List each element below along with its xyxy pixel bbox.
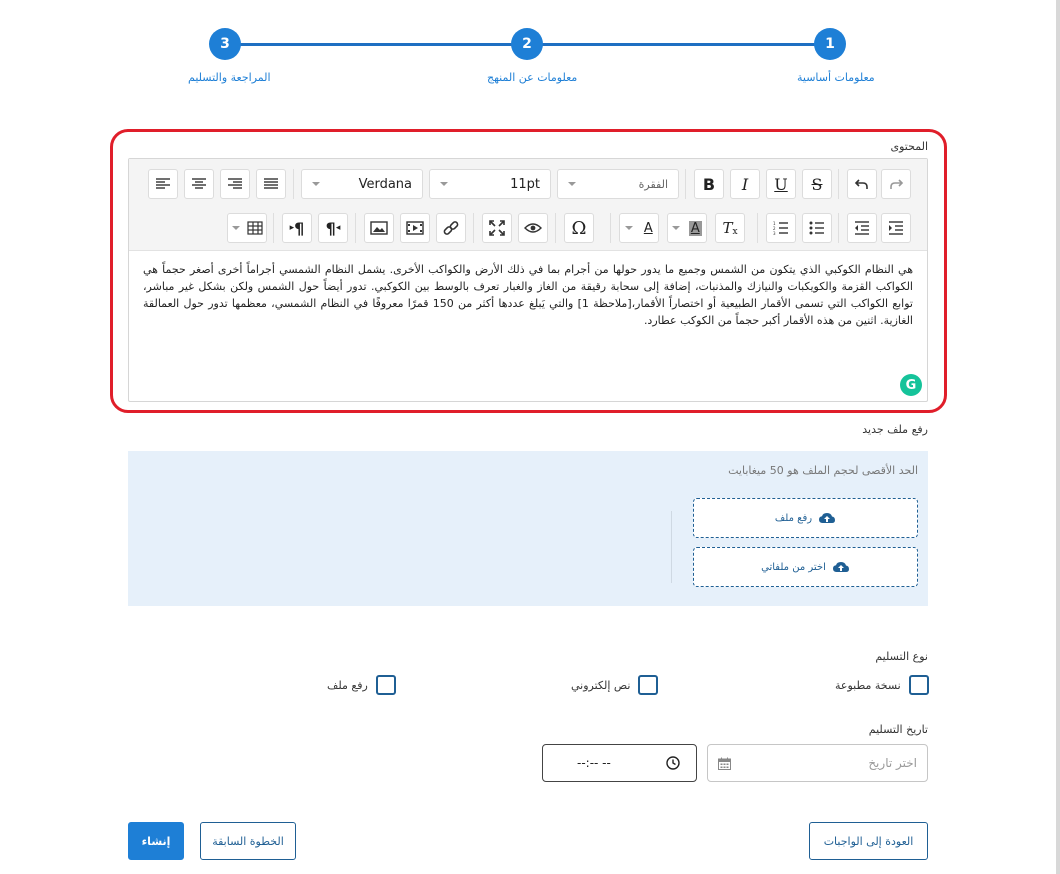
align-right-icon[interactable] [220, 169, 250, 199]
bold-icon[interactable]: B [694, 169, 724, 199]
text-color-icon[interactable]: A [619, 213, 659, 243]
insert-table-icon[interactable] [227, 213, 267, 243]
upload-panel [128, 451, 928, 606]
redo-icon[interactable] [881, 169, 911, 199]
font-size-dropdown[interactable]: 11pt [429, 169, 551, 199]
step-1-circle[interactable]: 1 [814, 28, 846, 60]
preview-eye-icon[interactable] [518, 213, 548, 243]
previous-step-button[interactable]: الخطوة السابقة [200, 822, 296, 860]
align-justify-icon[interactable] [256, 169, 286, 199]
divider [671, 511, 672, 583]
svg-text:2: 2 [773, 226, 776, 231]
calendar-icon [718, 757, 731, 770]
text-direction-ltr-icon[interactable]: ▸ ¶ [282, 213, 312, 243]
outdent-icon[interactable] [847, 213, 877, 243]
paragraph-format-dropdown[interactable]: الفقرة [557, 169, 679, 199]
special-characters-icon[interactable]: Ω [564, 213, 594, 243]
step-2-label: معلومات عن المنهج [487, 71, 578, 84]
editor-toolbar [129, 159, 927, 251]
cloud-upload-icon [818, 512, 836, 524]
strikethrough-icon[interactable]: S [802, 169, 832, 199]
chevron-down-icon [312, 182, 320, 186]
max-size-note: الحد الأقصى لحجم الملف هو 50 ميغابايت [728, 464, 918, 477]
rich-text-editor[interactable] [128, 158, 928, 402]
step-3-label: المراجعة والتسليم [188, 71, 271, 84]
chevron-down-icon [672, 226, 680, 230]
delivery-option-printed[interactable]: نسخة مطبوعة [835, 675, 929, 695]
step-2-circle[interactable]: 2 [511, 28, 543, 60]
editor-content[interactable]: هي النظام الكوكبي الذي يتكون من الشمس وجميع ما يدور حولها من أجرام بما في ذلك الأرض والكواكب الأخرى. يشمل النظام الشمسي أجراماً أخرى أصغر حجماً هي الكواكب القزمة والكويكبات والنيازك والمذنبات، إضافة إلى سحابة رقيقة من الغاز والغبار تعرف بالوسط بين الكوكبي. تدور أيضاً حول الشمس ولكن بشكل غير مباشر، توابع الكواكب التي تسمى الأقمار الطبيعية أو اختصاراً الأقمار،[ملاحظة 1] والتي يَبلغ عددها أكثر من 150 قمرًا معروفًا في النظام الشمسي، معظمها تدور حول العمالقة الغازية. اثنين من هذه الأقمار أكبر حجماً من الكوكب عطارد. [143, 263, 913, 327]
create-button[interactable]: إنشاء [128, 822, 184, 860]
checkbox-printed[interactable] [909, 675, 929, 695]
grammarly-icon[interactable]: G [900, 374, 922, 396]
numbered-list-icon[interactable] [766, 213, 796, 243]
text-direction-rtl-icon[interactable]: ¶ ◂ [318, 213, 348, 243]
chevron-down-icon [625, 226, 633, 230]
checkbox-file-upload[interactable] [376, 675, 396, 695]
fullscreen-icon[interactable] [482, 213, 512, 243]
underline-icon[interactable]: U [766, 169, 796, 199]
align-left-icon[interactable] [148, 169, 178, 199]
italic-icon[interactable]: I [730, 169, 760, 199]
chevron-down-icon [568, 182, 576, 186]
clear-format-icon[interactable]: T x [715, 213, 745, 243]
content-label: المحتوى [890, 140, 928, 153]
svg-text:1: 1 [773, 221, 776, 226]
step-3-circle[interactable]: 3 [209, 28, 241, 60]
delivery-option-electronic-text[interactable]: نص إلكتروني [571, 675, 658, 695]
chevron-down-icon [232, 226, 240, 230]
insert-image-icon[interactable] [364, 213, 394, 243]
upload-section-label: رفع ملف جديد [862, 423, 928, 436]
clock-icon[interactable] [666, 756, 680, 770]
step-1-label: معلومات أساسية [797, 71, 875, 84]
background-color-icon[interactable]: A [667, 213, 707, 243]
indent-icon[interactable] [881, 213, 911, 243]
back-to-assignments-button[interactable]: العودة إلى الواجبات [809, 822, 928, 860]
date-input[interactable] [707, 744, 928, 782]
svg-text:3: 3 [773, 231, 776, 235]
delivery-type-label: نوع التسليم [875, 650, 928, 663]
undo-icon[interactable] [847, 169, 877, 199]
time-input[interactable] [542, 744, 697, 782]
bullet-list-icon[interactable] [802, 213, 832, 243]
time-value: --:-- -- [577, 756, 611, 770]
delivery-option-file-upload[interactable]: رفع ملف [327, 675, 396, 695]
cloud-upload-icon [832, 561, 850, 573]
upload-file-button[interactable]: رفع ملف [693, 498, 918, 538]
link-icon[interactable] [436, 213, 466, 243]
font-family-dropdown[interactable]: Verdana [301, 169, 423, 199]
date-placeholder: اختر تاريخ [868, 756, 917, 770]
scrollbar[interactable] [1056, 0, 1060, 874]
checkbox-electronic-text[interactable] [638, 675, 658, 695]
choose-from-my-files-button[interactable]: اختر من ملفاتي [693, 547, 918, 587]
align-center-icon[interactable] [184, 169, 214, 199]
delivery-date-label: تاريخ التسليم [868, 723, 928, 736]
chevron-down-icon [440, 182, 448, 186]
insert-video-icon[interactable] [400, 213, 430, 243]
